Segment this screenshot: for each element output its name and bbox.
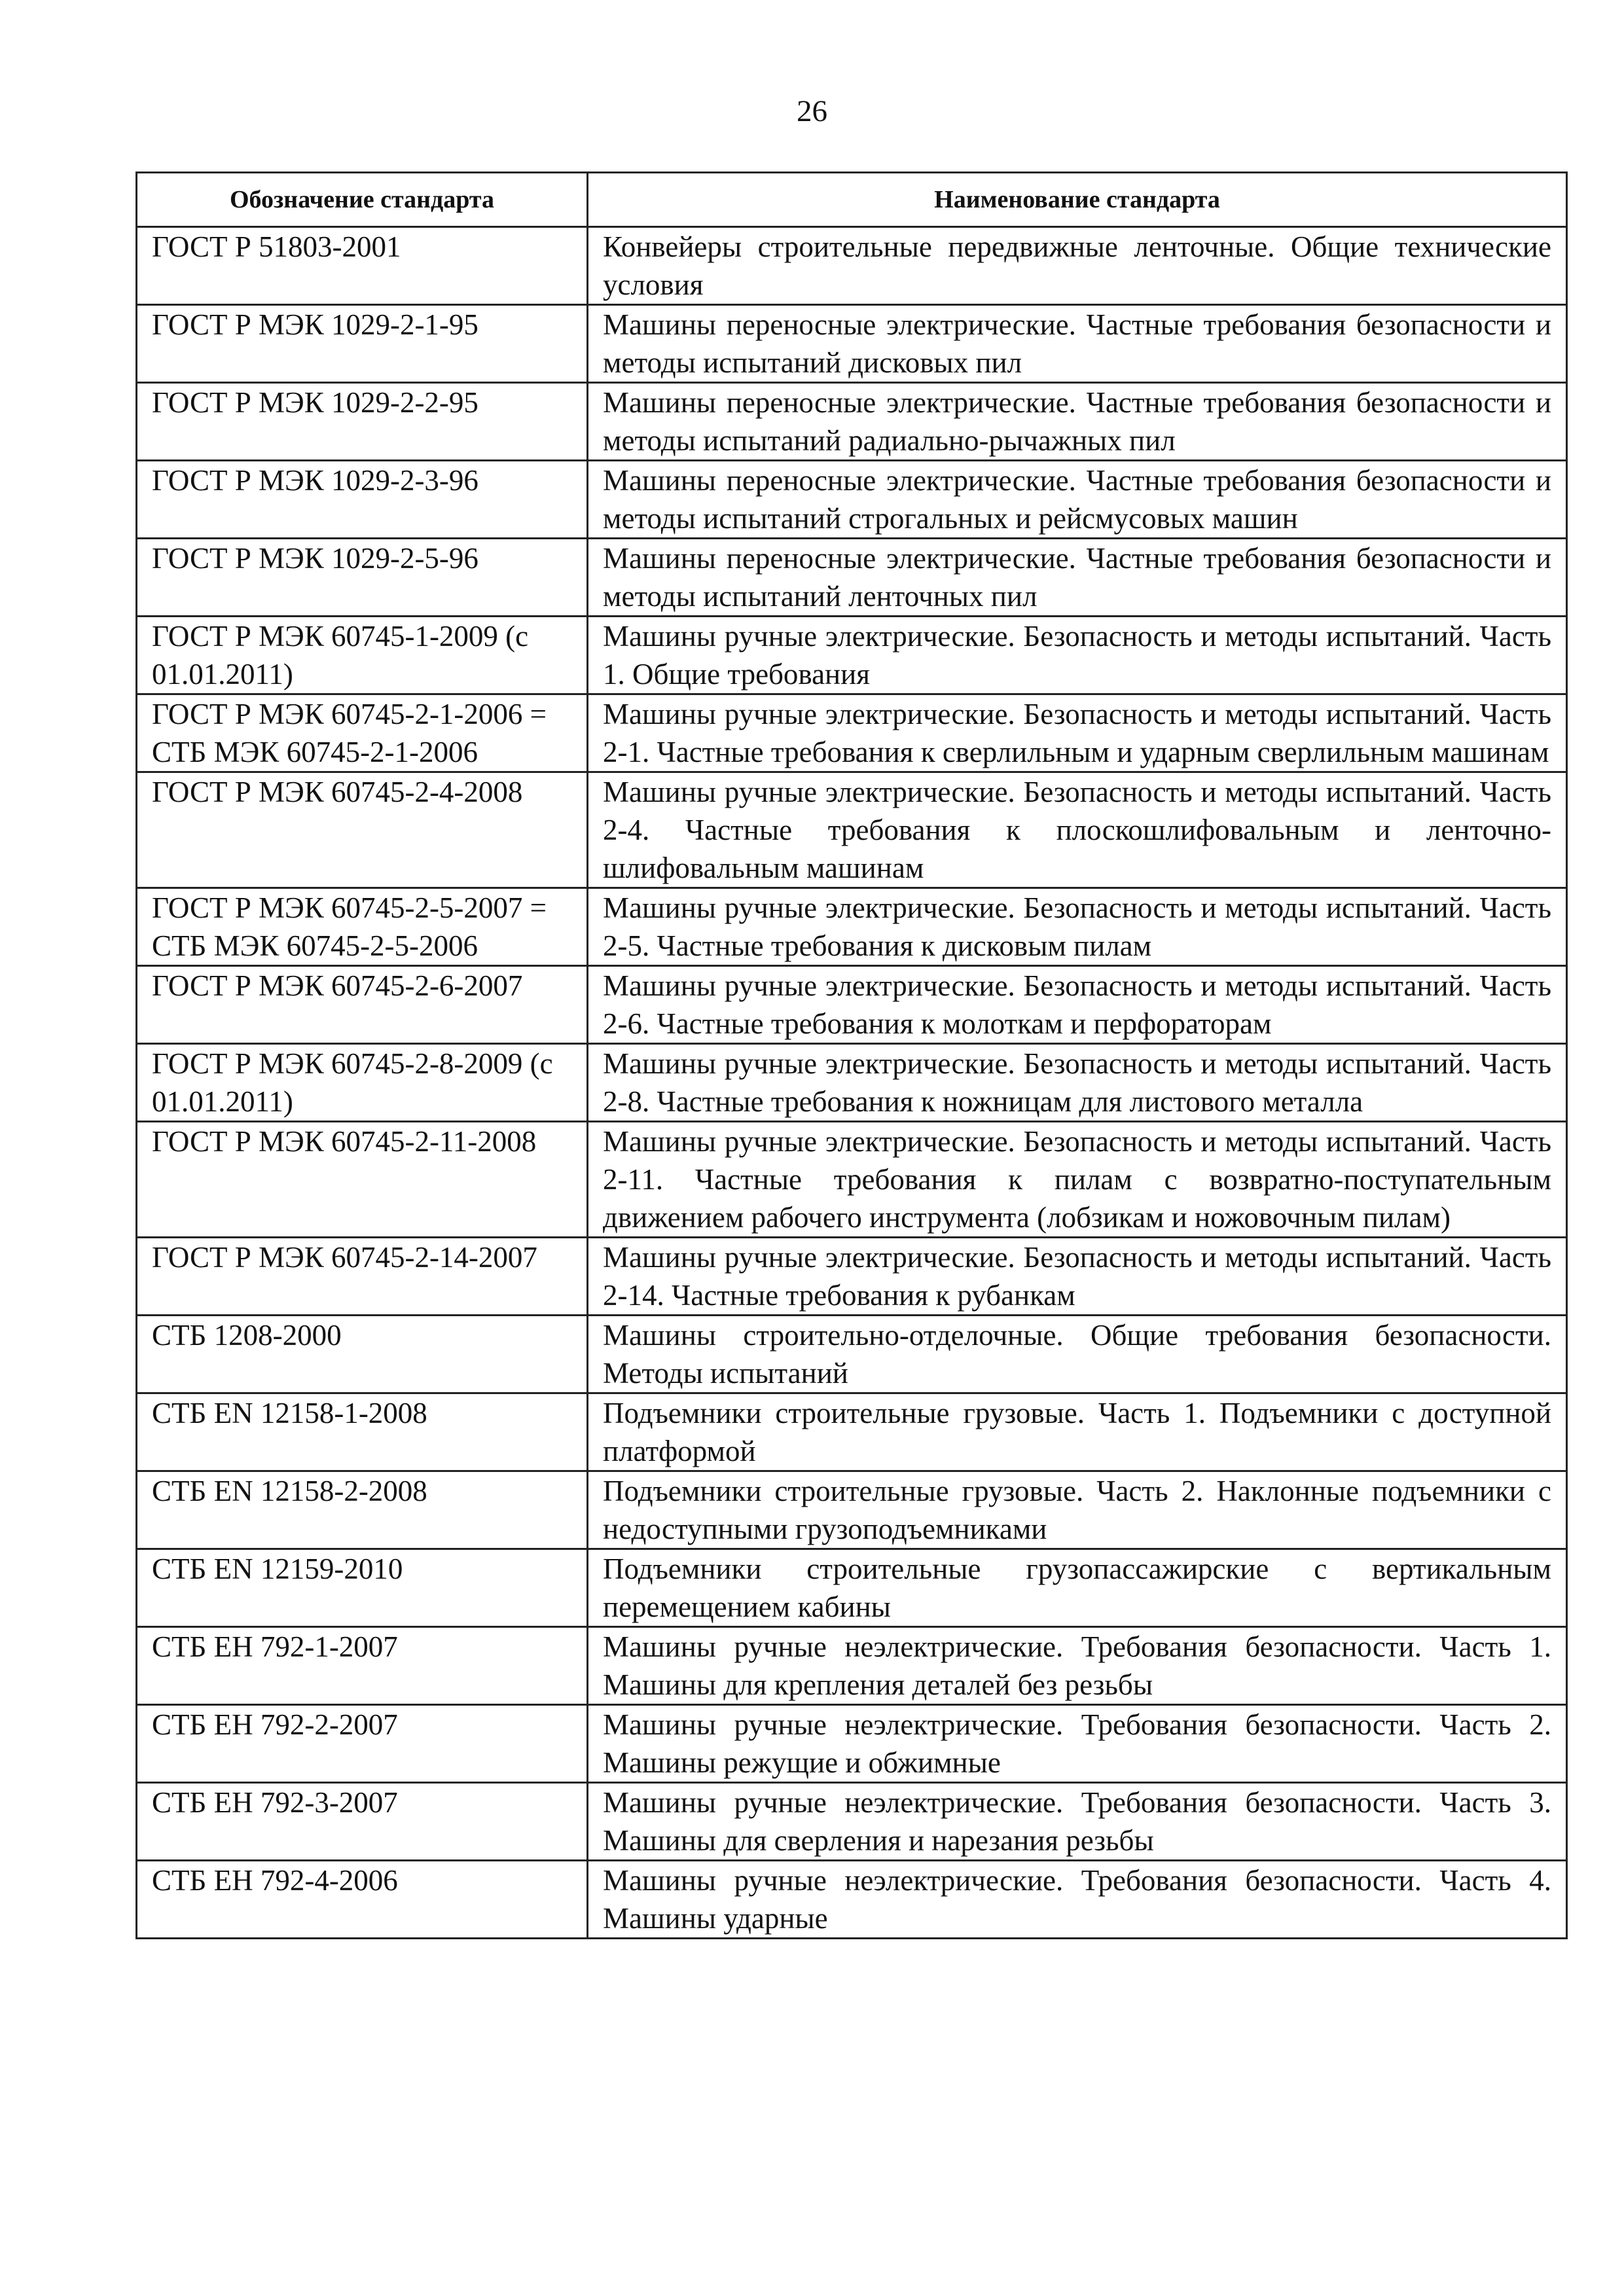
- standard-code: ГОСТ Р МЭК 60745-2-8-2009 (с 01.01.2011): [137, 1044, 588, 1122]
- table-row: [137, 1122, 1567, 1238]
- standard-code: ГОСТ Р МЭК 60745-1-2009 (с 01.01.2011): [137, 617, 588, 694]
- standard-code: СТБ EN 12158-2-2008: [137, 1471, 588, 1549]
- standard-name: Машины ручные электрические. Безопасность и методы испытаний. Часть 2-4. Частные требования к плоскошлифовальным и ленточно-шлифовальным машинам: [588, 772, 1567, 888]
- table-row: [137, 1238, 1567, 1316]
- table-row: [137, 1783, 1567, 1861]
- standard-code: ГОСТ Р МЭК 60745-2-4-2008: [137, 772, 588, 888]
- table-row: [137, 1393, 1567, 1471]
- standard-name: Подъемники строительные грузовые. Часть 2. Наклонные подъемники с недоступными грузоподъемниками: [588, 1471, 1567, 1549]
- table-header-row: [137, 173, 1567, 227]
- table-row: [137, 694, 1567, 772]
- table-row: [137, 1044, 1567, 1122]
- standard-name: Машины ручные неэлектрические. Требования безопасности. Часть 3. Машины для сверления и нарезания резьбы: [588, 1783, 1567, 1861]
- standard-name: Машины ручные неэлектрические. Требования безопасности. Часть 2. Машины режущие и обжимные: [588, 1705, 1567, 1783]
- table-row: [137, 966, 1567, 1044]
- table-row: [137, 461, 1567, 539]
- column-header-name: Наименование стандарта: [588, 173, 1567, 227]
- standard-name: Машины ручные неэлектрические. Требования безопасности. Часть 4. Машины ударные: [588, 1861, 1567, 1939]
- table-row: [137, 1471, 1567, 1549]
- standard-code: ГОСТ Р МЭК 1029-2-5-96: [137, 539, 588, 617]
- standard-code: ГОСТ Р 51803-2001: [137, 227, 588, 305]
- standard-name: Машины переносные электрические. Частные требования безопасности и методы испытаний ленточных пил: [588, 539, 1567, 617]
- page-number: 26: [797, 94, 827, 128]
- standard-code: ГОСТ Р МЭК 1029-2-1-95: [137, 305, 588, 383]
- standard-name: Машины строительно-отделочные. Общие требования безопасности. Методы испытаний: [588, 1316, 1567, 1393]
- standard-name: Подъемники строительные грузовые. Часть 1. Подъемники с доступной платформой: [588, 1393, 1567, 1471]
- table-row: [137, 539, 1567, 617]
- table-row: [137, 1627, 1567, 1705]
- table-row: [137, 1316, 1567, 1393]
- standard-code: СТБ EN 12158-1-2008: [137, 1393, 588, 1471]
- standard-code: СТБ 1208-2000: [137, 1316, 588, 1393]
- standard-name: Машины ручные электрические. Безопасность и методы испытаний. Часть 1. Общие требования: [588, 617, 1567, 694]
- standard-code: ГОСТ Р МЭК 60745-2-11-2008: [137, 1122, 588, 1238]
- standard-code: ГОСТ Р МЭК 60745-2-5-2007 = СТБ МЭК 60745-2-5-2006: [137, 888, 588, 966]
- standard-name: Машины ручные электрические. Безопасность и методы испытаний. Часть 2-8. Частные требования к ножницам для листового металла: [588, 1044, 1567, 1122]
- standard-name: Машины ручные электрические. Безопасность и методы испытаний. Часть 2-1. Частные требования к сверлильным и ударным сверлильным машинам: [588, 694, 1567, 772]
- standard-code: ГОСТ Р МЭК 60745-2-14-2007: [137, 1238, 588, 1316]
- table-row: [137, 383, 1567, 461]
- table-row: [137, 772, 1567, 888]
- standard-name: Машины ручные неэлектрические. Требования безопасности. Часть 1. Машины для крепления деталей без резьбы: [588, 1627, 1567, 1705]
- standard-name: Машины ручные электрические. Безопасность и методы испытаний. Часть 2-5. Частные требования к дисковым пилам: [588, 888, 1567, 966]
- column-header-code: Обозначение стандарта: [137, 173, 588, 227]
- table-row: [137, 227, 1567, 305]
- standard-name: Подъемники строительные грузопассажирские с вертикальным перемещением кабины: [588, 1549, 1567, 1627]
- standard-name: Машины ручные электрические. Безопасность и методы испытаний. Часть 2-14. Частные требования к рубанкам: [588, 1238, 1567, 1316]
- standard-code: СТБ ЕН 792-4-2006: [137, 1861, 588, 1939]
- standard-name: Машины ручные электрические. Безопасность и методы испытаний. Часть 2-6. Частные требования к молоткам и перфораторам: [588, 966, 1567, 1044]
- standard-code: ГОСТ Р МЭК 1029-2-2-95: [137, 383, 588, 461]
- standard-code: СТБ EN 12159-2010: [137, 1549, 588, 1627]
- standard-code: ГОСТ Р МЭК 60745-2-6-2007: [137, 966, 588, 1044]
- table-row: [137, 888, 1567, 966]
- table-row: [137, 1861, 1567, 1939]
- table-row: [137, 617, 1567, 694]
- standard-name: Конвейеры строительные передвижные ленточные. Общие технические условия: [588, 227, 1567, 305]
- standards-table: [135, 171, 1568, 1939]
- table-row: [137, 305, 1567, 383]
- standard-name: Машины ручные электрические. Безопасность и методы испытаний. Часть 2-11. Частные требования к пилам с возвратно-поступательным движением рабочего инструмента (лобзикам и ножовочным пилам): [588, 1122, 1567, 1238]
- table-row: [137, 1549, 1567, 1627]
- standard-code: ГОСТ Р МЭК 1029-2-3-96: [137, 461, 588, 539]
- table-row: [137, 1705, 1567, 1783]
- standard-name: Машины переносные электрические. Частные требования безопасности и методы испытаний дисковых пил: [588, 305, 1567, 383]
- standard-code: СТБ ЕН 792-3-2007: [137, 1783, 588, 1861]
- standard-code: СТБ ЕН 792-2-2007: [137, 1705, 588, 1783]
- standard-name: Машины переносные электрические. Частные требования безопасности и методы испытаний радиально-рычажных пил: [588, 383, 1567, 461]
- standard-name: Машины переносные электрические. Частные требования безопасности и методы испытаний строгальных и рейсмусовых машин: [588, 461, 1567, 539]
- standard-code: ГОСТ Р МЭК 60745-2-1-2006 = СТБ МЭК 60745-2-1-2006: [137, 694, 588, 772]
- standard-code: СТБ ЕН 792-1-2007: [137, 1627, 588, 1705]
